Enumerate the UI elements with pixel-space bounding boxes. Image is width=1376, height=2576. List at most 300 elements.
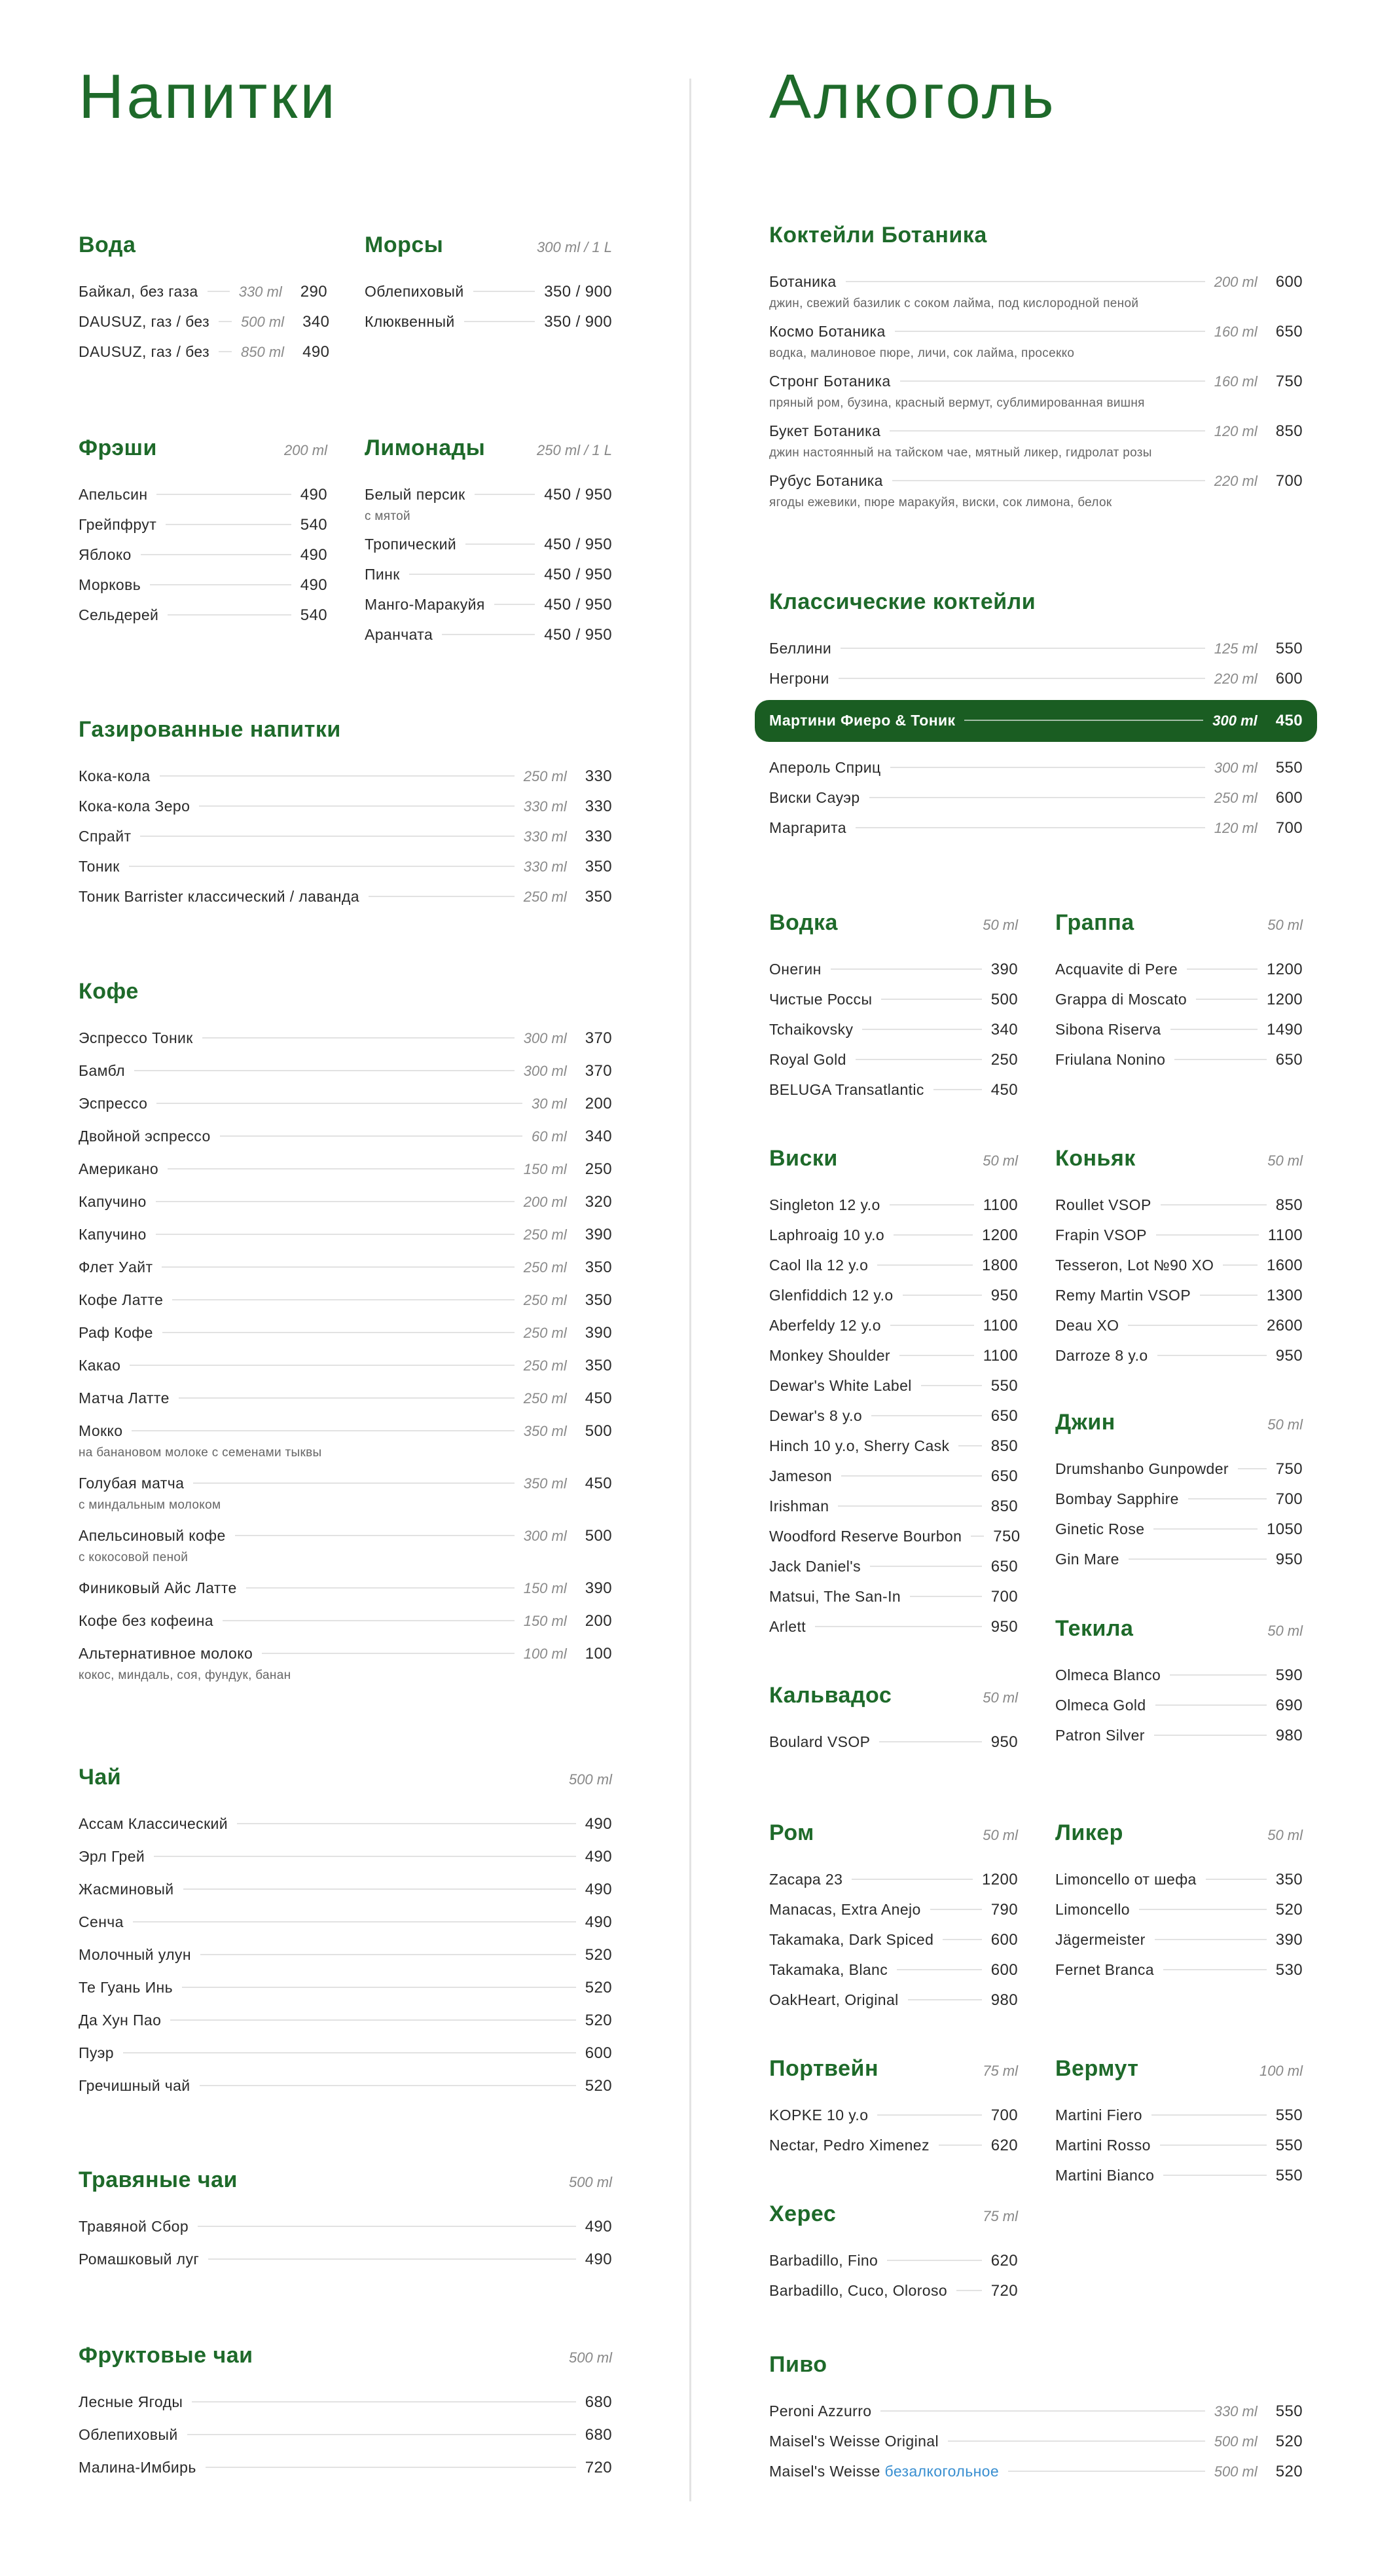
item-price: 1200 bbox=[982, 1226, 1018, 1244]
item-name-text: Olmeca Blanco bbox=[1055, 1666, 1161, 1684]
item-price: 450 bbox=[585, 1389, 612, 1407]
menu-item bbox=[79, 283, 327, 301]
menu-item-row bbox=[769, 1317, 1018, 1335]
item-name-text: Peroni Azzurro bbox=[769, 2402, 872, 2420]
menu-item bbox=[1055, 1226, 1303, 1245]
leader-line bbox=[880, 2410, 1204, 2412]
item-volume: 850 ml bbox=[241, 344, 285, 360]
leader-line bbox=[168, 614, 291, 616]
menu-item-row bbox=[769, 1287, 1018, 1305]
item-price: 650 bbox=[1275, 323, 1303, 340]
item-price: 550 bbox=[1275, 640, 1303, 657]
item-name bbox=[365, 486, 465, 504]
leader-line bbox=[910, 1596, 982, 1597]
leader-line bbox=[140, 836, 514, 837]
menu-item-row bbox=[79, 798, 612, 816]
item-price: 650 bbox=[990, 1558, 1018, 1575]
menu-item bbox=[769, 273, 1303, 311]
item-price: 500 bbox=[990, 991, 1018, 1008]
item-description: ягоды ежевики, пюре маракуйя, виски, сок лимона, белок bbox=[769, 496, 1112, 509]
menu-item-row bbox=[365, 536, 612, 554]
menu-item-row bbox=[769, 759, 1303, 777]
item-name-text: Takamaka, Dark Spiced bbox=[769, 1931, 934, 1948]
leader-line bbox=[1154, 1735, 1267, 1736]
item-volume: 350 ml bbox=[523, 1475, 567, 1492]
item-name-text: Frapin VSOP bbox=[1055, 1226, 1147, 1243]
item-name-text: Мартини Фиеро & Тоник bbox=[769, 712, 956, 729]
leader-line bbox=[200, 1954, 576, 1955]
item-price: 350 / 900 bbox=[544, 313, 612, 331]
leader-line bbox=[903, 1295, 982, 1296]
item-name bbox=[1055, 1551, 1119, 1568]
section-volume: 50 ml bbox=[1267, 1152, 1303, 1169]
item-price: 700 bbox=[990, 2107, 1018, 2124]
item-name bbox=[79, 1645, 253, 1663]
item-name bbox=[769, 1257, 868, 1274]
item-name-text: Сельдерей bbox=[79, 606, 159, 623]
item-price: 450 / 950 bbox=[544, 486, 612, 504]
item-volume: 330 ml bbox=[1214, 2403, 1258, 2420]
item-name-text: Аранчата bbox=[365, 626, 433, 643]
menu-item-row bbox=[769, 373, 1303, 391]
item-price: 390 bbox=[585, 1579, 612, 1597]
item-volume: 120 ml bbox=[1214, 820, 1258, 836]
leader-line bbox=[220, 1135, 522, 1137]
section-title: Водка bbox=[769, 910, 838, 935]
item-name-text: Облепиховый bbox=[79, 2426, 178, 2443]
item-price: 750 bbox=[993, 1528, 1021, 1545]
menu-item bbox=[769, 1733, 1018, 1752]
item-name bbox=[79, 283, 198, 301]
menu-item bbox=[769, 1991, 1018, 2010]
leader-line bbox=[465, 543, 535, 545]
menu-item bbox=[79, 516, 327, 534]
item-name bbox=[1055, 1727, 1145, 1744]
menu-item bbox=[769, 1528, 1021, 1546]
section-header bbox=[79, 435, 327, 461]
item-price: 350 bbox=[585, 858, 612, 875]
item-price: 520 bbox=[585, 2077, 612, 2095]
item-name bbox=[769, 1196, 880, 1214]
item-name bbox=[769, 422, 880, 440]
item-name bbox=[79, 1128, 211, 1145]
item-volume: 220 ml bbox=[1214, 671, 1258, 687]
item-volume: 250 ml bbox=[523, 889, 567, 905]
item-name bbox=[79, 1527, 226, 1545]
section-title: Кофе bbox=[79, 979, 139, 1004]
item-name bbox=[769, 2463, 999, 2480]
menu-item-row bbox=[365, 313, 612, 331]
leader-line bbox=[219, 321, 232, 322]
section-title: Пиво bbox=[769, 2352, 827, 2377]
item-name bbox=[79, 1579, 237, 1597]
item-name-text: Boulard VSOP bbox=[769, 1733, 871, 1750]
leader-line bbox=[132, 1430, 514, 1431]
item-price: 520 bbox=[1275, 2433, 1303, 2450]
menu-item bbox=[769, 1437, 1018, 1456]
leader-line bbox=[899, 1355, 974, 1356]
item-price: 950 bbox=[990, 1618, 1018, 1636]
leader-line bbox=[958, 1445, 981, 1446]
item-price: 490 bbox=[585, 1848, 612, 1866]
menu-item-row bbox=[769, 1257, 1018, 1275]
menu-item bbox=[365, 486, 612, 524]
leader-line bbox=[815, 1626, 982, 1627]
menu-item-row bbox=[365, 566, 612, 584]
menu-item-row bbox=[79, 1193, 612, 1211]
item-price: 550 bbox=[1275, 2137, 1303, 2154]
item-price: 620 bbox=[990, 2252, 1018, 2270]
menu-item-row bbox=[365, 596, 612, 614]
menu-item bbox=[1055, 1287, 1303, 1305]
item-price: 330 bbox=[585, 798, 612, 815]
leader-line bbox=[179, 1397, 515, 1399]
menu-item bbox=[769, 1931, 1018, 1949]
item-name-text: Кофе без кофеина bbox=[79, 1612, 213, 1629]
menu-item-row bbox=[79, 1160, 612, 1179]
item-volume: 250 ml bbox=[523, 1292, 567, 1308]
menu-item-row bbox=[1055, 1051, 1303, 1069]
section-header bbox=[769, 589, 1303, 615]
menu-item-row bbox=[769, 2137, 1018, 2155]
item-volume: 300 ml bbox=[523, 1528, 567, 1544]
item-name bbox=[1055, 2167, 1154, 2184]
leader-line bbox=[890, 1204, 974, 1205]
menu-item bbox=[79, 1645, 612, 1683]
menu-item bbox=[769, 1317, 1018, 1335]
menu-item-row bbox=[79, 313, 330, 331]
section-header bbox=[79, 979, 612, 1004]
leader-line bbox=[890, 430, 1204, 432]
item-description: на банановом молоке с семенами тыквы bbox=[79, 1446, 322, 1460]
leader-line bbox=[187, 2434, 576, 2435]
item-name bbox=[79, 576, 141, 594]
item-name bbox=[769, 1347, 890, 1365]
leader-line bbox=[852, 1879, 973, 1880]
item-name-text: Drumshanbo Gunpowder bbox=[1055, 1460, 1229, 1477]
item-name-text: Да Хун Пао bbox=[79, 2012, 162, 2029]
menu-item-row bbox=[79, 2012, 612, 2030]
leader-line bbox=[1223, 1264, 1258, 1266]
item-name-text: Jägermeister bbox=[1055, 1931, 1146, 1948]
menu-item-row bbox=[1055, 1961, 1303, 1979]
section-title: Фрэши bbox=[79, 435, 157, 460]
item-price: 450 bbox=[585, 1475, 612, 1492]
menu-item bbox=[79, 2012, 612, 2030]
item-price: 250 bbox=[990, 1051, 1018, 1069]
item-volume: 120 ml bbox=[1214, 423, 1258, 439]
leader-line bbox=[208, 2258, 576, 2260]
leader-line bbox=[841, 1475, 982, 1477]
section-title: Виски bbox=[769, 1146, 838, 1171]
menu-item bbox=[1055, 1347, 1303, 1365]
item-name-text: Космо Ботаника bbox=[769, 323, 886, 340]
menu-item-row bbox=[1055, 961, 1303, 979]
menu-item bbox=[769, 2252, 1018, 2270]
section-gin bbox=[1055, 1410, 1303, 1581]
leader-line bbox=[1188, 1498, 1267, 1500]
item-name-text: Sibona Riserva bbox=[1055, 1021, 1161, 1038]
leader-line bbox=[1128, 1325, 1258, 1326]
menu-item-row bbox=[79, 1029, 612, 1048]
section-title: Чай bbox=[79, 1765, 122, 1790]
item-price: 1200 bbox=[982, 1871, 1018, 1888]
item-price: 520 bbox=[585, 1979, 612, 1996]
item-name bbox=[79, 1259, 153, 1276]
item-name bbox=[79, 486, 147, 504]
item-name-text: Maisel's Weisse bbox=[769, 2463, 880, 2480]
menu-item bbox=[769, 2463, 1303, 2481]
menu-item bbox=[769, 1021, 1018, 1039]
item-name bbox=[769, 323, 886, 340]
leader-line bbox=[908, 1999, 982, 2000]
leader-line bbox=[895, 331, 1205, 332]
leader-line bbox=[156, 1201, 515, 1202]
item-name bbox=[769, 1528, 962, 1545]
leader-line bbox=[1160, 2144, 1267, 2146]
menu-item bbox=[1055, 1901, 1303, 1919]
leader-line bbox=[841, 648, 1205, 649]
menu-item bbox=[1055, 961, 1303, 979]
item-name-text: Bombay Sapphire bbox=[1055, 1490, 1179, 1507]
menu-item-row bbox=[79, 2077, 612, 2095]
item-name-text: Лесные Ягоды bbox=[79, 2393, 183, 2410]
menu-item-row bbox=[79, 486, 327, 504]
menu-item-row bbox=[1055, 2107, 1303, 2125]
menu-item-row bbox=[769, 1467, 1018, 1486]
leader-line bbox=[933, 1089, 982, 1090]
item-name-text: Barbadillo, Cuco, Oloroso bbox=[769, 2282, 948, 2299]
leader-line bbox=[930, 1909, 982, 1910]
item-name bbox=[1055, 1196, 1151, 1214]
item-price: 650 bbox=[990, 1467, 1018, 1485]
section-title: Граппа bbox=[1055, 910, 1134, 935]
item-name-text: Ботаника bbox=[769, 273, 837, 290]
item-volume: 300 ml bbox=[523, 1063, 567, 1079]
leader-line bbox=[166, 524, 291, 525]
menu-item bbox=[79, 1160, 612, 1179]
item-name-text: Fernet Branca bbox=[1055, 1961, 1154, 1978]
item-name bbox=[1055, 1490, 1179, 1508]
section-header bbox=[769, 1683, 1018, 1708]
menu-item bbox=[769, 961, 1018, 979]
menu-item-row bbox=[79, 1062, 612, 1080]
item-description: с кокосовой пеной bbox=[79, 1551, 189, 1564]
leader-line bbox=[369, 896, 515, 897]
item-name-text: Капучино bbox=[79, 1226, 147, 1243]
item-description: водка, малиновое пюре, личи, сок лайма, просекко bbox=[769, 346, 1075, 360]
section-header bbox=[1055, 2056, 1303, 2082]
leader-line bbox=[890, 1325, 974, 1326]
menu-item bbox=[1055, 1051, 1303, 1069]
item-name-text: Пинк bbox=[365, 566, 400, 583]
item-name bbox=[79, 1475, 184, 1492]
item-name bbox=[79, 798, 190, 815]
item-name bbox=[769, 472, 883, 490]
item-volume: 150 ml bbox=[523, 1580, 567, 1596]
item-name bbox=[1055, 2137, 1151, 2154]
item-name bbox=[79, 1848, 145, 1866]
menu-item bbox=[769, 1257, 1018, 1275]
menu-item-row bbox=[769, 819, 1303, 837]
item-name-text: Darroze 8 y.o bbox=[1055, 1347, 1148, 1364]
leader-line bbox=[1157, 1355, 1267, 1356]
item-name-text: Martini Fiero bbox=[1055, 2107, 1143, 2124]
leader-line bbox=[877, 2114, 981, 2116]
menu-item-row bbox=[769, 1871, 1018, 1889]
item-price: 700 bbox=[990, 1588, 1018, 1606]
item-price: 600 bbox=[1275, 273, 1303, 291]
menu-item bbox=[79, 1357, 612, 1375]
item-price: 350 bbox=[585, 1291, 612, 1309]
item-name bbox=[769, 961, 822, 978]
leader-line bbox=[162, 1332, 515, 1333]
item-price: 540 bbox=[300, 516, 327, 534]
item-name-text: Маргарита bbox=[769, 819, 846, 836]
item-price: 700 bbox=[1275, 472, 1303, 490]
item-name-text: Яблоко bbox=[79, 546, 132, 563]
section-whisky bbox=[769, 1146, 1021, 1648]
item-name bbox=[79, 1357, 120, 1374]
menu-item-row bbox=[79, 546, 327, 564]
menu-item-row bbox=[1055, 1196, 1303, 1215]
item-name bbox=[79, 1422, 122, 1440]
item-price: 1100 bbox=[983, 1347, 1018, 1365]
menu-item bbox=[769, 640, 1303, 658]
item-name-text: Ginetic Rose bbox=[1055, 1520, 1145, 1537]
leader-line bbox=[156, 1234, 515, 1235]
section-coffee bbox=[79, 979, 612, 1697]
item-name-text: Спрайт bbox=[79, 828, 132, 845]
menu-item-row bbox=[1055, 1520, 1303, 1539]
item-name bbox=[365, 596, 485, 614]
menu-item bbox=[79, 313, 330, 331]
item-name bbox=[769, 1467, 832, 1485]
section-sherry bbox=[769, 2201, 1018, 2312]
section-classic-cocktails bbox=[769, 589, 1303, 849]
menu-item bbox=[79, 2077, 612, 2095]
menu-item bbox=[79, 1815, 612, 1833]
menu-item bbox=[79, 546, 327, 564]
item-name-text: Раф Кофе bbox=[79, 1324, 153, 1341]
section-port bbox=[769, 2056, 1018, 2167]
item-name bbox=[79, 1291, 163, 1309]
item-name-text: Альтернативное молоко bbox=[79, 1645, 253, 1662]
leader-line bbox=[1153, 1528, 1258, 1530]
leader-line bbox=[894, 1234, 973, 1236]
menu-item-row bbox=[1055, 1490, 1303, 1509]
menu-item-row bbox=[79, 1128, 612, 1146]
item-name bbox=[79, 2077, 190, 2095]
leader-line bbox=[154, 1856, 576, 1857]
menu-item bbox=[365, 566, 612, 584]
leader-line bbox=[172, 1299, 514, 1300]
leader-line bbox=[199, 805, 514, 807]
menu-item bbox=[79, 1881, 612, 1899]
item-price: 520 bbox=[585, 1946, 612, 1964]
menu-item-featured bbox=[755, 700, 1317, 742]
menu-item-row bbox=[79, 1095, 612, 1113]
menu-item bbox=[1055, 1666, 1303, 1685]
item-name-text: Финиковый Айс Латте bbox=[79, 1579, 237, 1596]
section-header bbox=[1055, 1410, 1303, 1435]
leader-line bbox=[182, 1987, 576, 1988]
menu-item-row bbox=[1055, 1871, 1303, 1889]
item-name-text: Кофе Латте bbox=[79, 1291, 164, 1308]
item-price: 520 bbox=[1275, 2463, 1303, 2480]
menu-item-row bbox=[79, 2218, 612, 2236]
item-name bbox=[769, 1081, 924, 1099]
menu-item bbox=[769, 1467, 1018, 1486]
menu-item-row bbox=[79, 2251, 612, 2269]
menu-item-row bbox=[769, 1407, 1018, 1426]
section-volume: 500 ml bbox=[568, 2174, 612, 2190]
section-herbal-tea bbox=[79, 2167, 612, 2283]
section-header bbox=[769, 1146, 1018, 1171]
item-price: 490 bbox=[302, 343, 330, 361]
item-name-text: Бамбл bbox=[79, 1062, 125, 1079]
item-price: 550 bbox=[1275, 2402, 1303, 2420]
section-header bbox=[769, 223, 1303, 248]
menu-item-row bbox=[1055, 991, 1303, 1009]
item-price: 680 bbox=[585, 2426, 612, 2444]
item-name bbox=[1055, 1697, 1146, 1714]
item-name bbox=[769, 1407, 862, 1425]
section-volume: 50 ml bbox=[983, 1152, 1018, 1169]
item-name-text: Limoncello bbox=[1055, 1901, 1130, 1918]
menu-item-row bbox=[769, 1377, 1018, 1395]
menu-item bbox=[79, 1913, 612, 1932]
item-name bbox=[1055, 1871, 1197, 1888]
leader-line bbox=[1155, 1704, 1267, 1706]
menu-item bbox=[1055, 1961, 1303, 1979]
leader-line bbox=[890, 767, 1205, 768]
menu-item-row bbox=[79, 606, 327, 625]
item-name-text: Пуэр bbox=[79, 2044, 114, 2061]
item-name bbox=[769, 2402, 871, 2420]
section-header bbox=[79, 1765, 612, 1790]
item-name bbox=[79, 1029, 193, 1047]
item-price: 600 bbox=[990, 1931, 1018, 1949]
menu-item bbox=[79, 2426, 612, 2444]
item-name-text: Мокко bbox=[79, 1422, 123, 1439]
menu-item-row bbox=[769, 1081, 1018, 1099]
item-name-text: Тропический bbox=[365, 536, 457, 553]
menu-item-row bbox=[79, 2393, 612, 2412]
menu-item-row bbox=[79, 343, 330, 361]
item-name-text: Негрони bbox=[769, 670, 829, 687]
menu-item bbox=[79, 1259, 612, 1277]
menu-item-row bbox=[769, 670, 1303, 688]
item-description: кокос, миндаль, соя, фундук, банан bbox=[79, 1668, 291, 1682]
menu-item-row bbox=[769, 991, 1018, 1009]
item-name bbox=[769, 2137, 930, 2154]
section-header bbox=[769, 2201, 1018, 2227]
menu-item bbox=[1055, 1520, 1303, 1539]
section-title: Фруктовые чаи bbox=[79, 2343, 253, 2368]
item-description: пряный ром, бузина, красный вермут, сублимированная вишня bbox=[769, 396, 1145, 410]
item-description: с миндальным молоком bbox=[79, 1498, 221, 1512]
item-name-text: Гречишный чай bbox=[79, 2077, 190, 2094]
section-volume: 50 ml bbox=[1267, 1623, 1303, 1639]
item-name-text: DAUSUZ, газ / без bbox=[79, 313, 210, 330]
item-price: 370 bbox=[585, 1029, 612, 1047]
item-name bbox=[769, 2282, 947, 2300]
section-grappa bbox=[1055, 910, 1303, 1081]
section-title: Травяные чаи bbox=[79, 2167, 238, 2192]
item-name bbox=[769, 1051, 846, 1069]
menu-item bbox=[1055, 1460, 1303, 1479]
